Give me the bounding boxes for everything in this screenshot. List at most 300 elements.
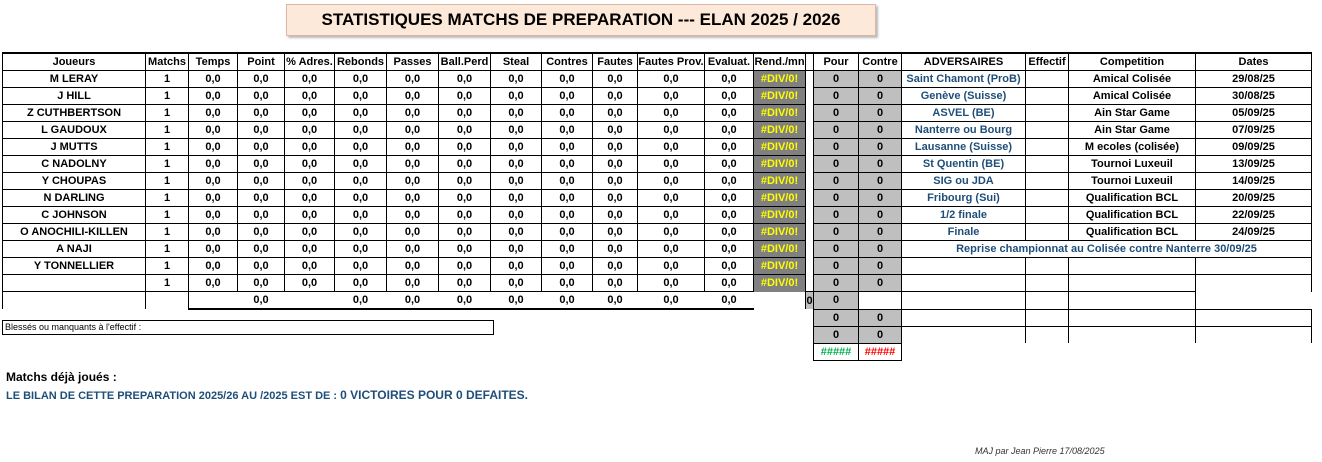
- stat-cell[interactable]: 0,0: [439, 105, 491, 122]
- totals-cell[interactable]: 0,0: [335, 292, 387, 310]
- stat-cell[interactable]: 0,0: [189, 190, 238, 207]
- stat-cell[interactable]: 0,0: [542, 156, 593, 173]
- stat-cell[interactable]: 0,0: [285, 139, 335, 156]
- stat-cell[interactable]: 0,0: [439, 258, 491, 275]
- empty-cell[interactable]: [814, 393, 859, 409]
- empty-cell[interactable]: [638, 377, 705, 393]
- spacer-cell[interactable]: [806, 122, 814, 139]
- stat-cell[interactable]: 0,0: [593, 275, 638, 292]
- spacer-cell[interactable]: [806, 343, 814, 360]
- empty-cell[interactable]: [491, 360, 542, 377]
- empty-cell[interactable]: [387, 343, 439, 360]
- matchs-cell[interactable]: 1: [146, 241, 189, 258]
- empty-cell[interactable]: [859, 360, 902, 377]
- stat-cell[interactable]: 0,0: [387, 88, 439, 105]
- matchs-cell[interactable]: 1: [146, 190, 189, 207]
- column-header[interactable]: Steal: [491, 53, 542, 71]
- pour-cell[interactable]: 0: [814, 258, 859, 275]
- effectif-cell[interactable]: [1026, 156, 1069, 173]
- rend-cell[interactable]: #DIV/0!: [754, 241, 806, 258]
- date-cell[interactable]: 24/09/25: [1196, 224, 1312, 241]
- stat-cell[interactable]: 0,0: [285, 224, 335, 241]
- empty-cell[interactable]: [285, 360, 335, 377]
- stat-cell[interactable]: 0,0: [189, 173, 238, 190]
- date-cell[interactable]: 07/09/25: [1196, 122, 1312, 139]
- rend-cell[interactable]: #DIV/0!: [754, 275, 806, 292]
- empty-cell[interactable]: [491, 309, 542, 326]
- stat-cell[interactable]: 0,0: [638, 122, 705, 139]
- stat-cell[interactable]: 0,0: [491, 224, 542, 241]
- empty-cell[interactable]: [1196, 309, 1312, 326]
- stat-cell[interactable]: 0,0: [335, 241, 387, 258]
- matchs-cell[interactable]: 1: [146, 275, 189, 292]
- stat-cell[interactable]: 0,0: [335, 71, 387, 88]
- contre-cell[interactable]: 0: [859, 88, 902, 105]
- stat-cell[interactable]: 0,0: [387, 275, 439, 292]
- pour-cell[interactable]: 0: [814, 122, 859, 139]
- contre-cell[interactable]: 0: [859, 241, 902, 258]
- empty-cell[interactable]: [1069, 309, 1196, 326]
- stat-cell[interactable]: 0,0: [335, 139, 387, 156]
- spacer-cell[interactable]: [806, 275, 814, 292]
- empty-cell[interactable]: [593, 309, 638, 326]
- empty-cell[interactable]: [902, 275, 1026, 292]
- empty-cell[interactable]: [3, 343, 146, 360]
- column-header[interactable]: Matchs: [146, 53, 189, 71]
- rend-cell[interactable]: #DIV/0!: [754, 122, 806, 139]
- effectif-cell[interactable]: [1026, 190, 1069, 207]
- spacer-cell[interactable]: [806, 139, 814, 156]
- empty-cell[interactable]: [593, 393, 638, 409]
- stat-cell[interactable]: 0,0: [491, 190, 542, 207]
- effectif-cell[interactable]: [1026, 88, 1069, 105]
- empty-cell[interactable]: [754, 393, 806, 409]
- player-name[interactable]: C JOHNSON: [3, 207, 146, 224]
- stat-cell[interactable]: 0,0: [238, 122, 285, 139]
- stat-cell[interactable]: 0,0: [705, 207, 754, 224]
- empty-cell[interactable]: [902, 360, 1026, 377]
- stat-cell[interactable]: 0,0: [638, 207, 705, 224]
- competition-cell[interactable]: M ecoles (colisée): [1069, 139, 1196, 156]
- empty-cell[interactable]: [902, 309, 1026, 326]
- rend-cell[interactable]: #DIV/0!: [754, 207, 806, 224]
- stat-cell[interactable]: 0,0: [439, 71, 491, 88]
- stat-cell[interactable]: 0,0: [285, 258, 335, 275]
- empty-cell[interactable]: [1069, 360, 1196, 377]
- pour-cell[interactable]: 0: [814, 224, 859, 241]
- empty-cell[interactable]: [638, 360, 705, 377]
- stat-cell[interactable]: 0,0: [238, 71, 285, 88]
- stat-cell[interactable]: 0,0: [238, 190, 285, 207]
- spacer-cell[interactable]: [806, 105, 814, 122]
- stat-cell[interactable]: 0,0: [638, 105, 705, 122]
- empty-cell[interactable]: [1069, 258, 1196, 275]
- empty-cell[interactable]: [1196, 360, 1312, 377]
- spacer-cell[interactable]: [806, 393, 814, 409]
- stat-cell[interactable]: 0,0: [189, 71, 238, 88]
- pour-cell[interactable]: 0: [814, 309, 859, 326]
- stat-cell[interactable]: 0,0: [439, 224, 491, 241]
- stat-cell[interactable]: 0,0: [593, 71, 638, 88]
- column-header[interactable]: Temps: [189, 53, 238, 71]
- stat-cell[interactable]: 0,0: [705, 139, 754, 156]
- stat-cell[interactable]: 0,0: [387, 207, 439, 224]
- stat-cell[interactable]: 0,0: [491, 156, 542, 173]
- stat-cell[interactable]: 0,0: [638, 275, 705, 292]
- empty-cell[interactable]: [1026, 258, 1069, 275]
- date-cell[interactable]: 22/09/25: [1196, 207, 1312, 224]
- stat-cell[interactable]: 0,0: [439, 156, 491, 173]
- stat-cell[interactable]: 0,0: [542, 258, 593, 275]
- stat-cell[interactable]: 0,0: [335, 156, 387, 173]
- stat-cell[interactable]: 0,0: [491, 173, 542, 190]
- totals-cell[interactable]: 0,0: [593, 292, 638, 310]
- empty-cell[interactable]: [542, 309, 593, 326]
- stat-cell[interactable]: 0,0: [705, 88, 754, 105]
- player-name[interactable]: O ANOCHILI-KILLEN: [3, 224, 146, 241]
- stat-cell[interactable]: 0,0: [335, 258, 387, 275]
- competition-cell[interactable]: Amical Colisée: [1069, 71, 1196, 88]
- contre-cell[interactable]: 0: [859, 309, 902, 326]
- stat-cell[interactable]: 0,0: [593, 139, 638, 156]
- stat-cell[interactable]: 0,0: [593, 88, 638, 105]
- stat-cell[interactable]: 0,0: [387, 173, 439, 190]
- contre-cell[interactable]: 0: [859, 258, 902, 275]
- spacer-cell[interactable]: [806, 190, 814, 207]
- stat-cell[interactable]: 0,0: [542, 207, 593, 224]
- stat-cell[interactable]: 0,0: [285, 71, 335, 88]
- stat-cell[interactable]: 0,0: [593, 122, 638, 139]
- stat-cell[interactable]: 0,0: [542, 190, 593, 207]
- stat-cell[interactable]: 0,0: [638, 173, 705, 190]
- date-cell[interactable]: 09/09/25: [1196, 139, 1312, 156]
- stat-cell[interactable]: 0,0: [705, 241, 754, 258]
- empty-cell[interactable]: [542, 360, 593, 377]
- stat-cell[interactable]: 0,0: [593, 241, 638, 258]
- stat-cell[interactable]: 0,0: [439, 88, 491, 105]
- spacer-cell[interactable]: [806, 309, 814, 326]
- stat-cell[interactable]: 0,0: [638, 156, 705, 173]
- stat-cell[interactable]: 0,0: [491, 122, 542, 139]
- column-header[interactable]: Joueurs: [3, 53, 146, 71]
- stat-cell[interactable]: 0,0: [705, 173, 754, 190]
- empty-cell[interactable]: [593, 343, 638, 360]
- contre-total[interactable]: #####: [859, 343, 902, 360]
- column-header[interactable]: Rend./mn: [754, 53, 806, 71]
- rend-cell[interactable]: #DIV/0!: [754, 190, 806, 207]
- stat-cell[interactable]: 0,0: [387, 241, 439, 258]
- matchs-cell[interactable]: 1: [146, 71, 189, 88]
- stat-cell[interactable]: 0,0: [705, 122, 754, 139]
- empty-cell[interactable]: [1196, 393, 1312, 409]
- empty-cell[interactable]: [1196, 258, 1312, 275]
- matchs-cell[interactable]: 1: [146, 207, 189, 224]
- contre-cell[interactable]: 0: [859, 190, 902, 207]
- column-header[interactable]: Contres: [542, 53, 593, 71]
- stat-cell[interactable]: 0,0: [491, 105, 542, 122]
- stat-cell[interactable]: 0,0: [238, 207, 285, 224]
- pour-cell[interactable]: 0: [814, 190, 859, 207]
- pour-total[interactable]: #####: [814, 343, 859, 360]
- date-cell[interactable]: 30/08/25: [1196, 88, 1312, 105]
- totals-cell[interactable]: 0,0: [542, 292, 593, 310]
- stat-cell[interactable]: 0,0: [705, 71, 754, 88]
- effectif-cell[interactable]: [1026, 122, 1069, 139]
- stat-cell[interactable]: 0,0: [238, 224, 285, 241]
- stat-cell[interactable]: 0,0: [593, 207, 638, 224]
- effectif-cell[interactable]: [1026, 207, 1069, 224]
- empty-cell[interactable]: [705, 393, 754, 409]
- player-name[interactable]: Z CUTHBERTSON: [3, 105, 146, 122]
- contre-cell[interactable]: 0: [859, 139, 902, 156]
- competition-cell[interactable]: Amical Colisée: [1069, 88, 1196, 105]
- competition-cell[interactable]: Tournoi Luxeuil: [1069, 156, 1196, 173]
- empty-cell[interactable]: [814, 377, 859, 393]
- matchs-cell[interactable]: 1: [146, 173, 189, 190]
- empty-cell[interactable]: [1026, 309, 1069, 326]
- stat-cell[interactable]: 0,0: [491, 139, 542, 156]
- stat-cell[interactable]: 0,0: [387, 71, 439, 88]
- pour-cell[interactable]: 0: [814, 71, 859, 88]
- pour-cell[interactable]: 0: [814, 241, 859, 258]
- contre-cell[interactable]: 0: [859, 275, 902, 292]
- adversaire-cell[interactable]: 1/2 finale: [902, 207, 1026, 224]
- empty-cell[interactable]: [859, 377, 902, 393]
- stat-cell[interactable]: 0,0: [439, 173, 491, 190]
- stat-cell[interactable]: 0,0: [238, 88, 285, 105]
- pour-cell[interactable]: 0: [806, 292, 814, 310]
- adversaire-cell[interactable]: St Quentin (BE): [902, 156, 1026, 173]
- stat-cell[interactable]: 0,0: [285, 207, 335, 224]
- empty-cell[interactable]: [902, 343, 1026, 360]
- stat-cell[interactable]: 0,0: [638, 139, 705, 156]
- stat-cell[interactable]: 0,0: [387, 105, 439, 122]
- adversaire-cell[interactable]: SIG ou JDA: [902, 173, 1026, 190]
- empty-cell[interactable]: [754, 309, 806, 326]
- totals-cell[interactable]: [146, 292, 189, 310]
- totals-cell[interactable]: 0,0: [638, 292, 705, 310]
- effectif-cell[interactable]: [1026, 105, 1069, 122]
- empty-cell[interactable]: [754, 377, 806, 393]
- column-header[interactable]: Passes: [387, 53, 439, 71]
- empty-cell[interactable]: [1196, 275, 1312, 292]
- contre-cell[interactable]: 0: [859, 207, 902, 224]
- stat-cell[interactable]: 0,0: [542, 105, 593, 122]
- stat-cell[interactable]: 0,0: [335, 105, 387, 122]
- empty-cell[interactable]: [705, 309, 754, 326]
- empty-cell[interactable]: [1196, 377, 1312, 393]
- stat-cell[interactable]: 0,0: [593, 105, 638, 122]
- date-cell[interactable]: 14/09/25: [1196, 173, 1312, 190]
- stat-cell[interactable]: 0,0: [285, 122, 335, 139]
- empty-cell[interactable]: [189, 360, 238, 377]
- stat-cell[interactable]: 0,0: [638, 71, 705, 88]
- adversaire-cell[interactable]: Nanterre ou Bourg: [902, 122, 1026, 139]
- stat-cell[interactable]: 0,0: [542, 241, 593, 258]
- player-name[interactable]: Y TONNELLIER: [3, 258, 146, 275]
- rend-cell[interactable]: #DIV/0!: [754, 88, 806, 105]
- totals-cell[interactable]: 0,0: [705, 292, 754, 310]
- empty-cell[interactable]: [638, 343, 705, 360]
- column-header[interactable]: Competition: [1069, 53, 1196, 71]
- matchs-cell[interactable]: 1: [146, 258, 189, 275]
- matchs-cell[interactable]: 1: [146, 139, 189, 156]
- stat-cell[interactable]: 0,0: [491, 207, 542, 224]
- stat-cell[interactable]: 0,0: [335, 207, 387, 224]
- spacer-cell[interactable]: [806, 207, 814, 224]
- rend-cell[interactable]: #DIV/0!: [754, 258, 806, 275]
- pour-cell[interactable]: 0: [814, 275, 859, 292]
- stat-cell[interactable]: 0,0: [439, 207, 491, 224]
- totals-label[interactable]: [3, 292, 146, 310]
- column-header[interactable]: Pour: [814, 53, 859, 71]
- stat-cell[interactable]: 0,0: [189, 105, 238, 122]
- empty-cell[interactable]: [285, 343, 335, 360]
- spacer-cell[interactable]: [806, 224, 814, 241]
- column-header[interactable]: ADVERSAIRES: [902, 53, 1026, 71]
- stat-cell[interactable]: 0,0: [335, 88, 387, 105]
- stat-cell[interactable]: 0,0: [542, 88, 593, 105]
- empty-cell[interactable]: [593, 360, 638, 377]
- competition-cell[interactable]: Ain Star Game: [1069, 105, 1196, 122]
- stat-cell[interactable]: 0,0: [705, 224, 754, 241]
- spacer-cell[interactable]: [806, 88, 814, 105]
- rend-cell[interactable]: #DIV/0!: [754, 139, 806, 156]
- stat-cell[interactable]: 0,0: [387, 224, 439, 241]
- empty-cell[interactable]: [189, 343, 238, 360]
- empty-cell[interactable]: [542, 393, 593, 409]
- stat-cell[interactable]: 0,0: [439, 122, 491, 139]
- stat-cell[interactable]: 0,0: [335, 173, 387, 190]
- stat-cell[interactable]: 0,0: [439, 190, 491, 207]
- stat-cell[interactable]: 0,0: [638, 88, 705, 105]
- empty-cell[interactable]: [387, 360, 439, 377]
- matchs-cell[interactable]: 1: [146, 88, 189, 105]
- matchs-cell[interactable]: 1: [146, 122, 189, 139]
- column-header[interactable]: Fautes Prov.: [638, 53, 705, 71]
- stat-cell[interactable]: 0,0: [542, 139, 593, 156]
- empty-cell[interactable]: [593, 326, 638, 343]
- adversaire-cell[interactable]: Lausanne (Suisse): [902, 139, 1026, 156]
- competition-cell[interactable]: Tournoi Luxeuil: [1069, 173, 1196, 190]
- competition-cell[interactable]: Qualification BCL: [1069, 224, 1196, 241]
- stat-cell[interactable]: 0,0: [593, 156, 638, 173]
- totals-cell[interactable]: 0,0: [491, 292, 542, 310]
- stat-cell[interactable]: 0,0: [638, 241, 705, 258]
- effectif-cell[interactable]: [1026, 173, 1069, 190]
- stat-cell[interactable]: 0,0: [285, 156, 335, 173]
- stat-cell[interactable]: 0,0: [285, 190, 335, 207]
- spacer-cell[interactable]: [754, 292, 806, 310]
- empty-cell[interactable]: [1196, 343, 1312, 360]
- empty-cell[interactable]: [238, 343, 285, 360]
- empty-cell[interactable]: [1026, 343, 1069, 360]
- stat-cell[interactable]: 0,0: [491, 71, 542, 88]
- spacer-cell[interactable]: [806, 156, 814, 173]
- empty-cell[interactable]: [593, 377, 638, 393]
- empty-cell[interactable]: [1026, 360, 1069, 377]
- spacer-cell[interactable]: [806, 377, 814, 393]
- column-header[interactable]: Contre: [859, 53, 902, 71]
- rend-cell[interactable]: #DIV/0!: [754, 156, 806, 173]
- date-cell[interactable]: 29/08/25: [1196, 71, 1312, 88]
- stat-cell[interactable]: 0,0: [387, 190, 439, 207]
- contre-cell[interactable]: 0: [859, 326, 902, 343]
- pour-cell[interactable]: 0: [814, 173, 859, 190]
- injured-note[interactable]: Blessés ou manquants à l'effectif :: [2, 320, 494, 335]
- empty-cell[interactable]: [1069, 393, 1196, 409]
- column-header[interactable]: Fautes: [593, 53, 638, 71]
- stat-cell[interactable]: 0,0: [189, 224, 238, 241]
- stat-cell[interactable]: 0,0: [238, 156, 285, 173]
- stat-cell[interactable]: 0,0: [335, 122, 387, 139]
- empty-cell[interactable]: [754, 360, 806, 377]
- stat-cell[interactable]: 0,0: [491, 275, 542, 292]
- rend-cell[interactable]: #DIV/0!: [754, 105, 806, 122]
- empty-cell[interactable]: [1026, 377, 1069, 393]
- pour-cell[interactable]: 0: [814, 139, 859, 156]
- stat-cell[interactable]: 0,0: [705, 156, 754, 173]
- stat-cell[interactable]: 0,0: [387, 156, 439, 173]
- player-name[interactable]: Y CHOUPAS: [3, 173, 146, 190]
- stat-cell[interactable]: 0,0: [593, 258, 638, 275]
- empty-cell[interactable]: [754, 326, 806, 343]
- contre-cell[interactable]: 0: [859, 122, 902, 139]
- empty-cell[interactable]: [1069, 377, 1196, 393]
- stat-cell[interactable]: 0,0: [189, 241, 238, 258]
- empty-cell[interactable]: [542, 377, 593, 393]
- empty-cell[interactable]: [859, 393, 902, 409]
- player-name[interactable]: N DARLING: [3, 190, 146, 207]
- player-name[interactable]: J HILL: [3, 88, 146, 105]
- column-header[interactable]: Point: [238, 53, 285, 71]
- stat-cell[interactable]: 0,0: [335, 190, 387, 207]
- stat-cell[interactable]: 0,0: [705, 258, 754, 275]
- matchs-cell[interactable]: 1: [146, 224, 189, 241]
- stat-cell[interactable]: 0,0: [189, 139, 238, 156]
- empty-cell[interactable]: [491, 326, 542, 343]
- stat-cell[interactable]: 0,0: [439, 241, 491, 258]
- column-header[interactable]: Effectif: [1026, 53, 1069, 71]
- pour-cell[interactable]: 0: [814, 88, 859, 105]
- empty-cell[interactable]: [238, 360, 285, 377]
- empty-cell[interactable]: [754, 343, 806, 360]
- stat-cell[interactable]: 0,0: [238, 258, 285, 275]
- stat-cell[interactable]: 0,0: [491, 241, 542, 258]
- stat-cell[interactable]: 0,0: [189, 122, 238, 139]
- contre-cell[interactable]: 0: [859, 156, 902, 173]
- stat-cell[interactable]: 0,0: [238, 139, 285, 156]
- rend-cell[interactable]: #DIV/0!: [754, 173, 806, 190]
- competition-cell[interactable]: Ain Star Game: [1069, 122, 1196, 139]
- rend-cell[interactable]: #DIV/0!: [754, 71, 806, 88]
- stat-cell[interactable]: 0,0: [285, 105, 335, 122]
- player-name[interactable]: [3, 275, 146, 292]
- stat-cell[interactable]: 0,0: [189, 275, 238, 292]
- stat-cell[interactable]: 0,0: [238, 173, 285, 190]
- stat-cell[interactable]: 0,0: [238, 241, 285, 258]
- stat-cell[interactable]: 0,0: [335, 224, 387, 241]
- adversaire-cell[interactable]: Genève (Suisse): [902, 88, 1026, 105]
- pour-cell[interactable]: 0: [814, 207, 859, 224]
- player-name[interactable]: L GAUDOUX: [3, 122, 146, 139]
- empty-cell[interactable]: [902, 393, 1026, 409]
- contre-cell[interactable]: 0: [859, 71, 902, 88]
- stat-cell[interactable]: 0,0: [439, 275, 491, 292]
- empty-cell[interactable]: [814, 360, 859, 377]
- matchs-cell[interactable]: 1: [146, 105, 189, 122]
- stat-cell[interactable]: 0,0: [285, 241, 335, 258]
